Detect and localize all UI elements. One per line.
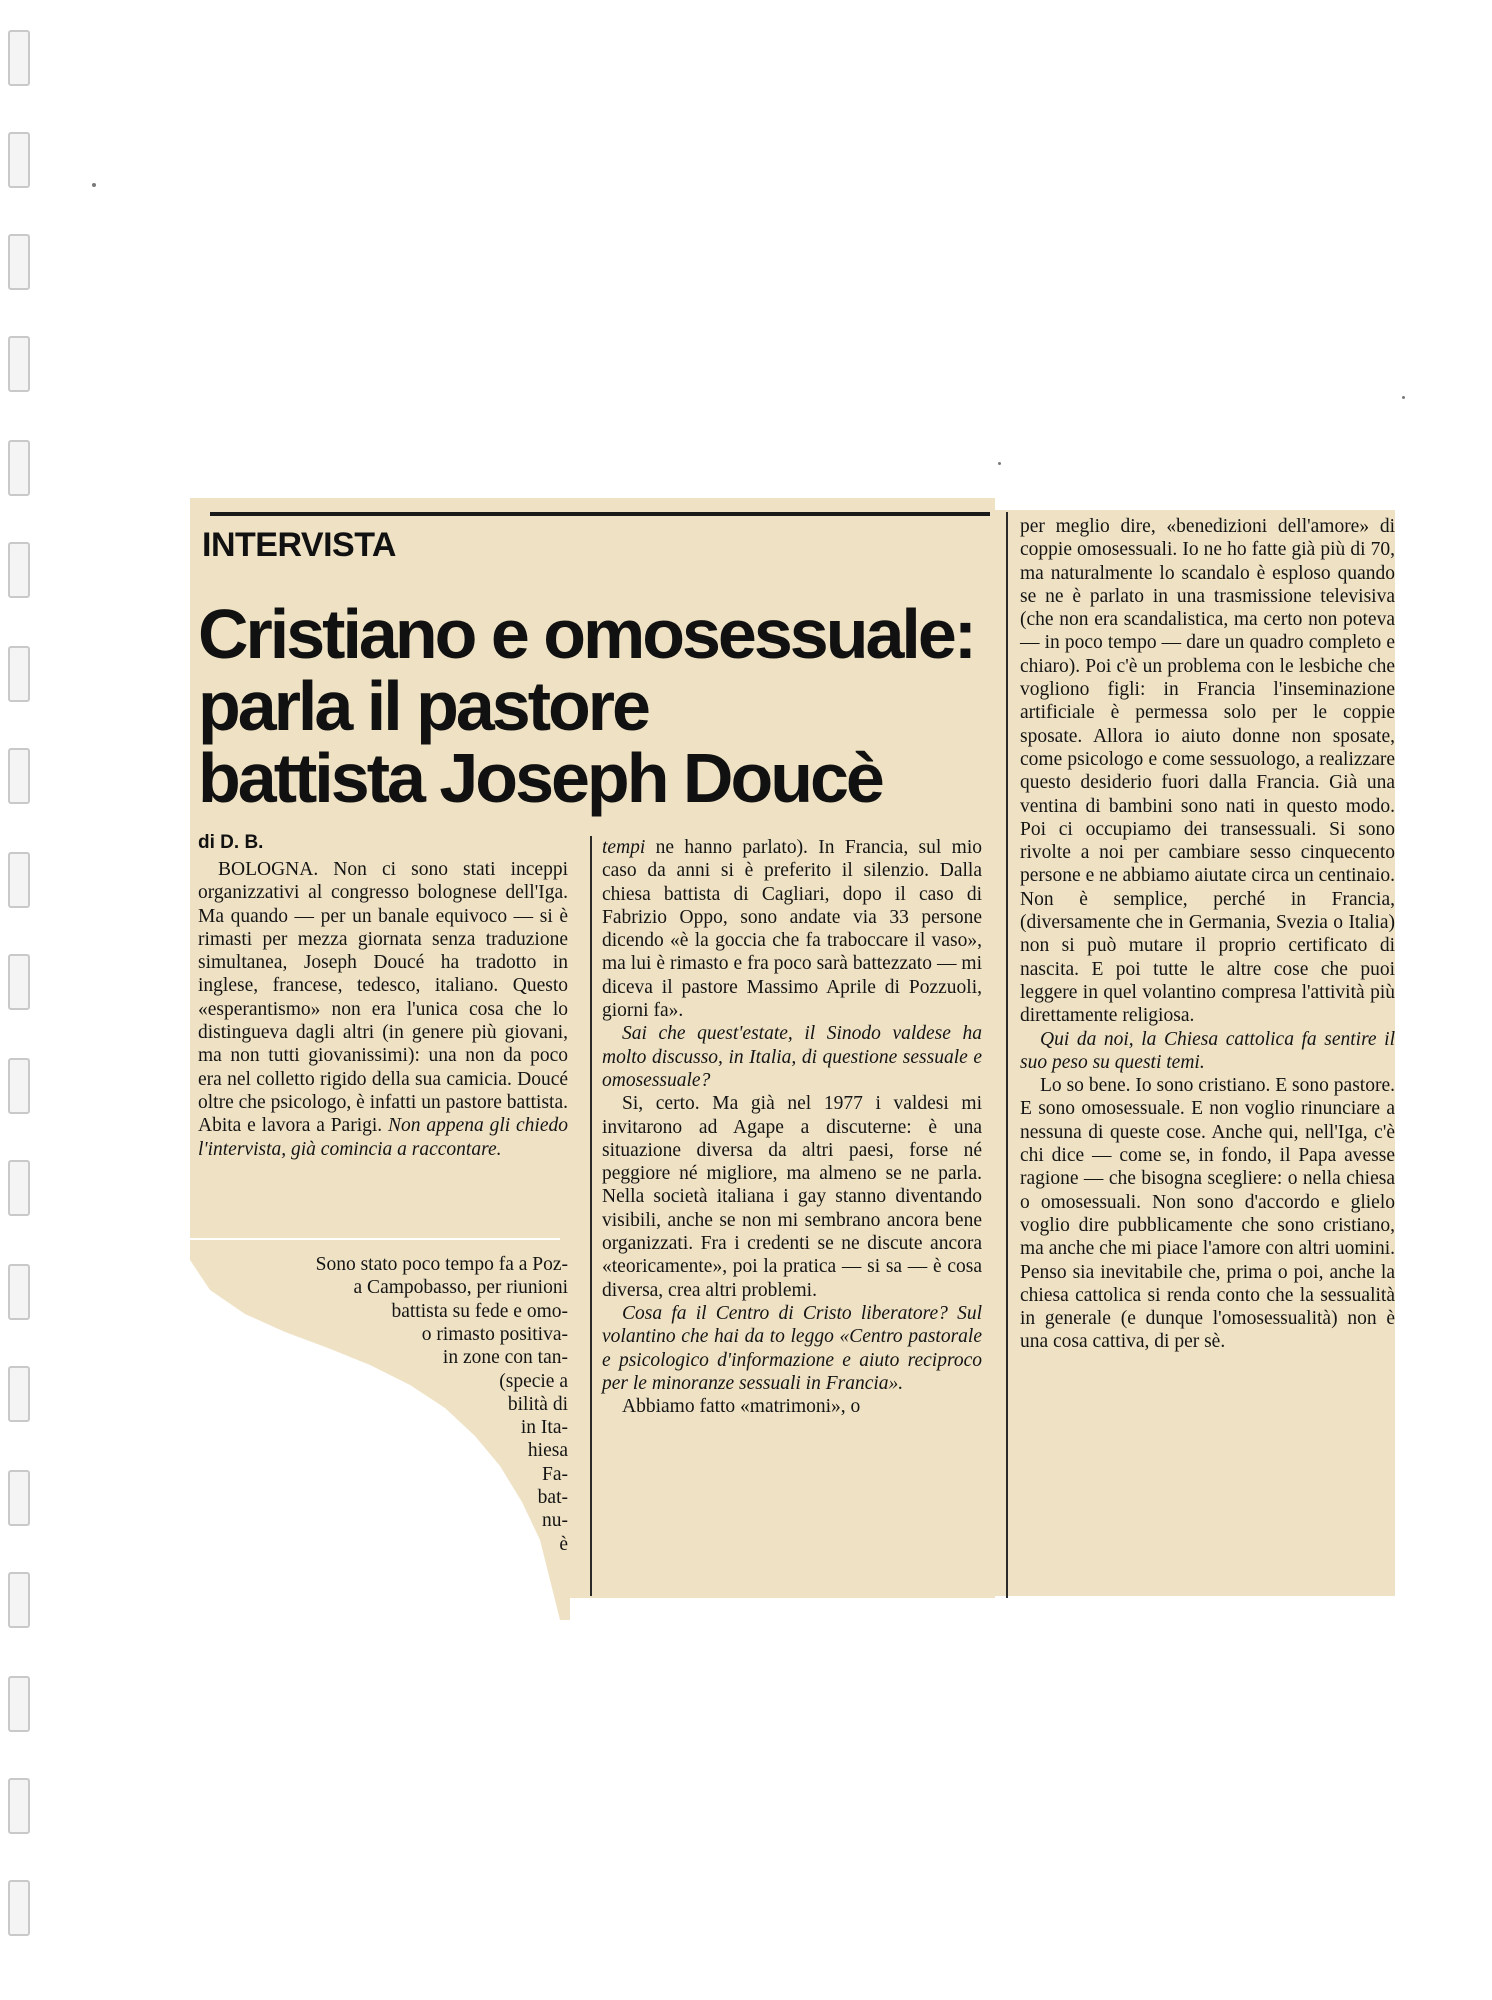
binder-hole [8,1880,30,1936]
binder-hole [8,1470,30,1526]
paragraph [198,858,568,1161]
byline: di D. B. [198,832,264,853]
binder-hole [8,1778,30,1834]
paragraph-text: Sai che quest'estate, il Sinodo valdese ha molto discusso, in Italia, di questione sessuale e omosessuale? [602,1023,982,1091]
article-column-1 [198,858,568,1161]
binder-hole [8,954,30,1010]
paragraph [1020,515,1395,1028]
paragraph-text: ne hanno parlato). In Francia, sul mio caso da anni si è preferito il silenzio. Dalla chiesa battista di Cagliari, dopo il caso di Fabrizio Oppo, sono andate via 33 persone dicendo «è la goccia che fa traboccare il vaso», ma lui è rimasto e fra poco sarà battezzato — mi diceva il pastore Massimo Aprile di Pozzuoli, giorni fa». [602,837,982,1022]
italic-lead: tempi [602,837,646,858]
paragraph [602,1092,982,1302]
dust-speck [998,462,1001,465]
top-rule [210,512,990,516]
headline-line: battista Joseph Doucè [198,739,882,817]
column-divider [590,836,592,1596]
binder-hole [8,1264,30,1320]
torn-line: battista su fede e omo- [391,1300,568,1322]
paragraph-text: Lo so bene. Io sono cristiano. E sono pastore. E sono omosessuale. E non voglio rinunciare a nessuna di queste cose. Anche qui, nell'Iga, c'è chi dice — come se, in fondo, il Papa avesse ragione — che bisogna scegliere: o nella chiesa o omosessuali. Non sono d'accordo e glielo voglio dire pubblicamente che sono cristiano, ma anche che mi piace l'amore con altri uomini. Penso sia inevitabile che, prima o poi, anche la chiesa cattolica si renda conto che la sessualità in generale (e dunque l'omosessualità) non è una cosa cattiva, di per sè. [1020,1075,1395,1353]
paragraph-text: per meglio dire, «benedizioni dell'amore» di coppie omosessuali. Io ne ho fatte già più di 70, ma naturalmente lo scandalo è esploso quando se ne è parlato in una trasmissione televisiva (che non era scandalistica, ma certo non poteva — in poco tempo — dare un quadro completo e chiaro). Poi c'è un problema con le lesbiche che vogliono figli: in Francia l'inseminazione artificiale è permessa solo per le coppie sposate. Allora io aiuto donne non sposate, come psicologo e come sessuologo, a realizzare questo desiderio fuori dalla Francia. Già una ventina di bambini sono nati in questo modo. Poi ci occupiamo dei transessuali. Si sono rivolte a noi per cambiare sesso cinquecento persone e ne abbiamo aiutate circa un centinaio. Non è semplice, perché in Francia, (diversamente che in Germania, Svezia o Italia) non si può mutare il proprio certificato di nascita. E poi tutte le altre cose che puoi leggere in quel volantino compresa l'attività più direttamente religiosa. [1020,516,1395,1027]
interview-question [602,1022,982,1092]
interview-question [1020,1028,1395,1075]
binder-hole [8,542,30,598]
article-column-3 [1020,515,1395,1354]
binder-holes [8,0,32,2000]
binder-hole [8,132,30,188]
torn-line: in zone con tan- [442,1347,568,1369]
article-column-2 [602,836,982,1418]
torn-line: hiesa [527,1440,568,1462]
dust-speck [1402,396,1405,399]
paragraph-text: Abbiamo fatto «matrimoni», o [622,1396,861,1418]
torn-line: è [559,1533,568,1555]
paragraph [1020,1074,1395,1354]
torn-line: in Ita- [520,1417,568,1439]
dust-speck [92,183,96,187]
torn-line: Fa- [542,1463,568,1485]
reverse-bleed [640,520,648,554]
paragraph-text: Si, certo. Ma già nel 1977 i valdesi mi invitarono ad Agape a discuterne: è una situazione diversa da altri paesi, forse né peggiore né migliore, ma almeno se ne parla. Nella società italiana i gay stanno diventando visibili, anche se non mi sembrano ancora bene organizzati. Fra i credenti se ne discute ancora «teoricamente», poi la pratica — si sa — è cosa diversa, crea altri problemi. [602,1093,982,1301]
interview-question [602,1302,982,1395]
column-divider [1006,512,1008,1598]
torn-line: o rimasto positiva- [421,1323,568,1345]
binder-hole [8,440,30,496]
headline [198,595,998,817]
binder-hole [8,1160,30,1216]
headline-line: Cristiano e omosessuale: [198,595,975,673]
torn-line: bat- [537,1487,568,1508]
torn-line: a Campobasso, per riunioni [353,1277,568,1299]
binder-hole [8,646,30,702]
binder-hole [8,336,30,392]
torn-line: bilità di [507,1393,568,1415]
torn-line: Sono stato poco tempo fa a Poz- [315,1254,568,1275]
paragraph-text: Cosa fa il Centro di Cristo liberatore? Sul volantino che hai da to leggo «Centro pastorale e psicologico d'informazione e aiuto reciproco per le minoranze sessuali in Francia». [602,1302,982,1394]
paragraph [602,1395,982,1418]
binder-hole [8,748,30,804]
binder-hole [8,1676,30,1732]
headline-line: parla il pastore [198,667,648,745]
binder-hole [8,30,30,86]
paragraph-text: Qui da noi, la Chiesa cattolica fa sentire il suo peso su questi temi. [1020,1028,1395,1073]
section-kicker: INTERVISTA [202,526,396,564]
binder-hole [8,1366,30,1422]
paragraph-text: BOLOGNA. Non ci sono stati inceppi organizzativi al congresso bolognese dell'Iga. Ma quando — per un banale equivoco — si è rimasti per mezza giornata senza traduzione simultanea, Joseph Doucé ha tradotto in inglese, francese, tedesco, italiano. Questo «esperantismo» non era l'unica cosa che lo distingueva dagli altri (in genere più giovani, ma non tutti giovanissimi): una non da poco era nel colletto rigido della sua camicia. Doucé oltre che psicologo, è infatti un pastore battista. Abita e lavora a Parigi. [198,859,568,1137]
binder-hole [8,1572,30,1628]
torn-line: nu- [542,1510,568,1532]
torn-line: (specie a [499,1370,568,1392]
binder-hole [8,234,30,290]
italic-question: Non appena gli chiedo l'intervista, già comincia a raccontare. [198,1115,569,1160]
binder-hole [8,852,30,908]
binder-hole [8,1058,30,1114]
paragraph [602,836,982,1022]
